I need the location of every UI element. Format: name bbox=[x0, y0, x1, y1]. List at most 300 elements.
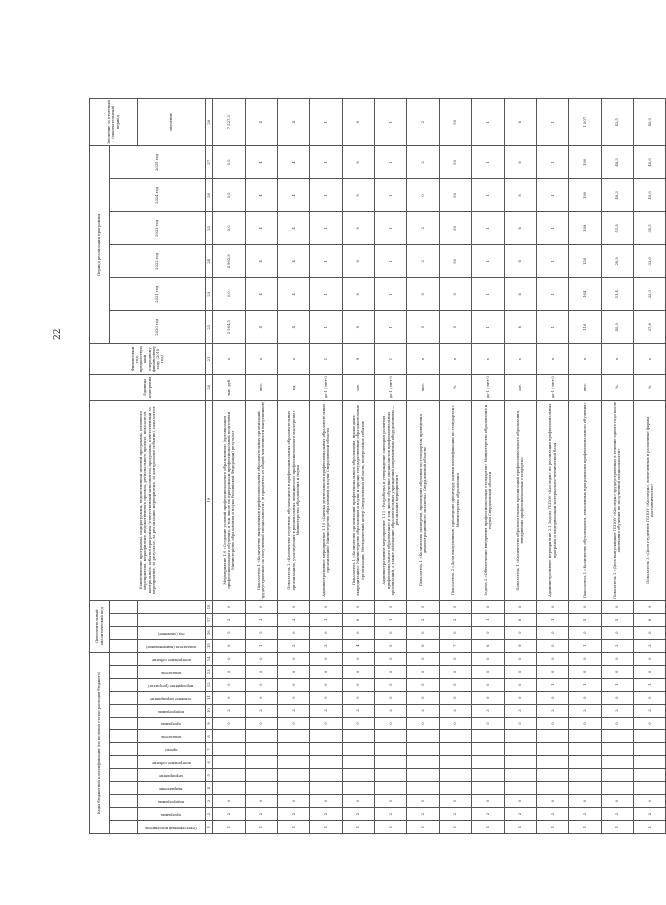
row-year-value: 0 bbox=[407, 278, 439, 311]
code-cell: 2 bbox=[439, 613, 471, 626]
code-vertical-header bbox=[138, 743, 206, 756]
code-vertical-label: подпрограмма bbox=[157, 800, 184, 805]
code-cell: 0 bbox=[277, 626, 309, 639]
code-cell bbox=[536, 782, 568, 795]
code-cell: 8 bbox=[342, 613, 374, 626]
table-row bbox=[504, 99, 536, 834]
row-year-value: 1 bbox=[536, 278, 568, 311]
code-cell: 0 bbox=[310, 600, 342, 613]
row-base-value: х bbox=[504, 344, 536, 375]
code-cell: 3 bbox=[407, 704, 439, 717]
row-final-value: 50 bbox=[439, 99, 471, 146]
row-final-value: 4 bbox=[245, 99, 277, 146]
code-cell: 3 bbox=[277, 613, 309, 626]
code-cell: 0 bbox=[536, 652, 568, 665]
row-base-value: 1 bbox=[375, 344, 407, 375]
code-cell: 0 bbox=[213, 665, 245, 678]
final-value-subheader: значение bbox=[138, 99, 206, 146]
column-number: 16 bbox=[206, 626, 213, 639]
code-cell: 0 bbox=[310, 795, 342, 808]
code-subheader-cell bbox=[110, 600, 138, 613]
code-cell bbox=[472, 743, 504, 756]
column-number: 12 bbox=[206, 678, 213, 691]
code-cell bbox=[536, 756, 568, 769]
column-number: 10 bbox=[206, 704, 213, 717]
code-cell: 0 bbox=[213, 652, 245, 665]
row-year-value: 2 564,5 bbox=[213, 311, 245, 344]
code-cell: 0 bbox=[310, 678, 342, 691]
table-row bbox=[472, 99, 504, 834]
budget-codes-header: Коды бюджетной классификации (по целевой статье расходов бюджета) bbox=[90, 652, 110, 833]
row-year-value: 190 bbox=[569, 179, 601, 212]
code-cell: 0 bbox=[375, 795, 407, 808]
code-vertical-header bbox=[138, 691, 206, 704]
code-cell: 0 bbox=[277, 678, 309, 691]
code-cell: 0 bbox=[601, 626, 633, 639]
code-cell: 1 bbox=[569, 821, 601, 834]
row-name: Показатель 2 «Количество студентов, обучающихся в профессиональных образовательных организациях, участвующих в региональных чемпионатах профессионального мастерства» Министерство образования и науки bbox=[277, 400, 309, 600]
column-number: 8 bbox=[206, 730, 213, 743]
row-name: Показатель 1 «Количество обучающихся, охваченных программами профессионального обучения» bbox=[569, 400, 601, 600]
code-cell: 0 bbox=[439, 691, 471, 704]
column-number: 24 bbox=[206, 245, 213, 278]
row-unit: тыс. руб. bbox=[213, 374, 245, 400]
code-cell: 2 bbox=[601, 639, 633, 652]
code-vertical-label: год (значение) bbox=[157, 631, 185, 636]
code-vertical-header bbox=[138, 600, 206, 613]
row-name: Показатель 1 «Количество выпускников профессиональных образовательных организаций, трудоустроенных по полученной специальности» (в процентах от общей численности выпускников) bbox=[245, 400, 277, 600]
code-cell: 1 bbox=[439, 821, 471, 834]
code-cell: 0 bbox=[342, 665, 374, 678]
code-cell: 2 bbox=[213, 808, 245, 821]
row-unit: чел. bbox=[245, 374, 277, 400]
column-number: 20 bbox=[206, 374, 213, 400]
code-cell: 0 bbox=[634, 717, 666, 730]
code-cell: 2 bbox=[569, 808, 601, 821]
code-cell: 2 bbox=[536, 808, 568, 821]
code-cell: 0 bbox=[375, 665, 407, 678]
code-cell bbox=[310, 730, 342, 743]
code-cell: 0 bbox=[407, 795, 439, 808]
code-cell: 1 bbox=[634, 678, 666, 691]
code-cell: 3 bbox=[245, 613, 277, 626]
row-year-value: 4 bbox=[245, 245, 277, 278]
row-base-value: 1 bbox=[310, 344, 342, 375]
code-cell: 0 bbox=[342, 678, 374, 691]
row-year-value: 1 bbox=[536, 179, 568, 212]
code-vertical-label: программа bbox=[161, 722, 181, 727]
code-vertical-header bbox=[138, 704, 206, 717]
code-cell: 5 bbox=[601, 613, 633, 626]
code-cell: 0 bbox=[569, 795, 601, 808]
code-cell: 1 bbox=[407, 821, 439, 834]
row-year-value: 8 bbox=[504, 146, 536, 179]
code-vertical-label: показатель bbox=[160, 735, 181, 740]
code-cell: 8 bbox=[634, 613, 666, 626]
column-number: 13 bbox=[206, 665, 213, 678]
code-cell: 0 bbox=[277, 600, 309, 613]
code-subheader-cell bbox=[110, 821, 138, 834]
code-cell: 0 bbox=[439, 665, 471, 678]
code-cell: 1 bbox=[245, 639, 277, 652]
row-year-value: 164 bbox=[569, 278, 601, 311]
code-cell: 1 bbox=[472, 613, 504, 626]
code-cell bbox=[569, 769, 601, 782]
code-cell: 2 bbox=[634, 808, 666, 821]
code-cell: 0 bbox=[342, 795, 374, 808]
program-table bbox=[89, 98, 666, 834]
code-cell bbox=[601, 730, 633, 743]
code-cell: 0 bbox=[342, 626, 374, 639]
code-cell bbox=[601, 782, 633, 795]
code-cell: 0 bbox=[536, 665, 568, 678]
code-cell: 0 bbox=[601, 665, 633, 678]
code-cell: 0 bbox=[342, 691, 374, 704]
code-subheader-cell bbox=[110, 678, 138, 691]
row-year-value: 0 bbox=[439, 278, 471, 311]
code-cell bbox=[569, 730, 601, 743]
column-number: 19 bbox=[206, 400, 213, 600]
code-cell: 0 bbox=[310, 691, 342, 704]
row-year-value: 1 bbox=[536, 212, 568, 245]
code-cell: 0 bbox=[310, 717, 342, 730]
code-cell: 0 bbox=[536, 626, 568, 639]
year-header: 2023 год bbox=[110, 212, 206, 245]
code-vertical-label: мероприятие bbox=[158, 774, 183, 779]
column-number: 2 bbox=[206, 808, 213, 821]
row-base-value: х bbox=[601, 344, 633, 375]
row-year-value: 0,0 bbox=[213, 146, 245, 179]
code-cell: 1 bbox=[536, 613, 568, 626]
row-year-value: 50 bbox=[439, 245, 471, 278]
column-number: 14 bbox=[206, 652, 213, 665]
code-cell: 1 bbox=[375, 613, 407, 626]
column-number: 18 bbox=[206, 600, 213, 613]
row-name: Административное мероприятие 1.11 «Разработка и утверждение сценария развития профессионального образования» в том числе обучение специалистов профессиональных организаций, а также оснащение образовательных учреждений современным оборудованием — реализация мероприятия bbox=[375, 400, 407, 600]
row-final-value: 1 bbox=[472, 99, 504, 146]
code-cell bbox=[504, 769, 536, 782]
code-vertical-label: направление bbox=[159, 787, 183, 792]
column-number: 9 bbox=[206, 717, 213, 730]
row-year-value: 1 bbox=[536, 311, 568, 344]
row-year-value: 8 bbox=[342, 212, 374, 245]
table-row bbox=[310, 99, 342, 834]
row-name: Показатель 2 «Доля выпускников, прошедших процедуру оценки квалификации по стандартам» Министерство образования bbox=[439, 400, 471, 600]
code-cell: 1 bbox=[472, 821, 504, 834]
code-subheader-cell bbox=[110, 691, 138, 704]
code-cell: 0 bbox=[504, 665, 536, 678]
code-cell bbox=[472, 782, 504, 795]
code-cell: 0 bbox=[245, 626, 277, 639]
row-year-value: 0 bbox=[407, 311, 439, 344]
row-final-value: 8 bbox=[342, 99, 374, 146]
code-cell: 0 bbox=[213, 717, 245, 730]
code-cell bbox=[342, 782, 374, 795]
code-vertical-header bbox=[138, 769, 206, 782]
code-cell: 0 bbox=[277, 795, 309, 808]
code-subheader-cell bbox=[110, 756, 138, 769]
code-cell bbox=[342, 769, 374, 782]
code-cell: 0 bbox=[277, 691, 309, 704]
row-year-value: 50 bbox=[439, 179, 471, 212]
row-year-value: 1 bbox=[310, 179, 342, 212]
row-year-value: 2 bbox=[407, 146, 439, 179]
code-cell: 2 bbox=[439, 808, 471, 821]
code-vertical-header bbox=[138, 613, 206, 626]
code-subheader-cell bbox=[110, 769, 138, 782]
table-row bbox=[569, 99, 601, 834]
code-cell: 1 bbox=[569, 678, 601, 691]
code-cell bbox=[277, 756, 309, 769]
code-cell: 0 bbox=[504, 691, 536, 704]
code-cell: 1 bbox=[504, 821, 536, 834]
row-year-value: 8 bbox=[342, 245, 374, 278]
code-cell: 0 bbox=[601, 717, 633, 730]
code-cell: 1 bbox=[245, 821, 277, 834]
code-cell: 1 bbox=[569, 639, 601, 652]
code-cell bbox=[213, 782, 245, 795]
row-year-value: 4 bbox=[245, 278, 277, 311]
code-cell: 2 bbox=[601, 808, 633, 821]
code-vertical-header bbox=[138, 808, 206, 821]
row-year-value: 1 bbox=[375, 146, 407, 179]
code-cell: 0 bbox=[601, 600, 633, 613]
plan-period-header: Период реализации программы bbox=[90, 146, 110, 344]
code-cell: 1 bbox=[310, 613, 342, 626]
code-cell: 4 bbox=[342, 639, 374, 652]
code-cell: 0 bbox=[569, 691, 601, 704]
code-cell bbox=[472, 769, 504, 782]
code-cell: 3 bbox=[536, 704, 568, 717]
code-cell bbox=[310, 756, 342, 769]
code-cell bbox=[536, 730, 568, 743]
code-cell bbox=[634, 782, 666, 795]
row-year-value: 1 bbox=[375, 278, 407, 311]
row-year-value: 8 bbox=[504, 278, 536, 311]
row-year-value: 0,0 bbox=[213, 179, 245, 212]
code-cell bbox=[634, 730, 666, 743]
row-unit: шт. bbox=[504, 374, 536, 400]
row-name: Показатель 2 «Доля выпускников ГБПОУ «Колледж» трудоустроенных в течение одного года после окончания обучения по полученной специальности» bbox=[601, 400, 633, 600]
row-unit: чел. bbox=[569, 374, 601, 400]
code-cell: 0 bbox=[504, 795, 536, 808]
row-name: Показатель 1 «Количество образовательных организаций профессионального образования, внедривших профессиональные стандарты» bbox=[504, 400, 536, 600]
code-cell: 1 bbox=[375, 821, 407, 834]
code-cell bbox=[245, 730, 277, 743]
code-cell bbox=[472, 730, 504, 743]
row-year-value: 8 bbox=[342, 278, 374, 311]
code-cell bbox=[310, 743, 342, 756]
column-number: 28 bbox=[206, 99, 213, 146]
code-cell bbox=[504, 782, 536, 795]
code-vertical-label: проект bbox=[164, 748, 178, 753]
rotated-table-wrapper bbox=[89, 98, 654, 834]
code-cell bbox=[407, 730, 439, 743]
code-cell bbox=[245, 743, 277, 756]
code-cell: 0 bbox=[504, 678, 536, 691]
row-year-value: 40,0 bbox=[601, 311, 633, 344]
table-row bbox=[601, 99, 633, 834]
code-cell: 0 bbox=[245, 600, 277, 613]
row-year-value: 33,0 bbox=[634, 278, 666, 311]
row-unit: да-1 / нет-0 bbox=[375, 374, 407, 400]
column-number: 23 bbox=[206, 278, 213, 311]
code-vertical-header bbox=[138, 821, 206, 834]
code-cell bbox=[375, 730, 407, 743]
final-value-header: Значение за отчетный (окончательный) период bbox=[90, 99, 138, 146]
code-cell: 0 bbox=[504, 600, 536, 613]
code-cell: 9 bbox=[504, 639, 536, 652]
table-row bbox=[536, 99, 568, 834]
row-year-value: 51,4 bbox=[601, 278, 633, 311]
code-cell: 0 bbox=[536, 639, 568, 652]
code-vertical-label: программа bbox=[161, 813, 181, 818]
row-year-value: 1 bbox=[375, 212, 407, 245]
code-subheader-cell bbox=[110, 730, 138, 743]
row-year-value: 8 bbox=[504, 212, 536, 245]
code-cell: 0 bbox=[536, 691, 568, 704]
column-number: 17 bbox=[206, 613, 213, 626]
row-year-value: 1 bbox=[472, 146, 504, 179]
code-cell: 1 bbox=[601, 821, 633, 834]
code-cell bbox=[439, 782, 471, 795]
code-cell bbox=[213, 730, 245, 743]
code-cell: 0 bbox=[472, 678, 504, 691]
code-cell: 3 bbox=[310, 639, 342, 652]
code-cell: 2 bbox=[472, 808, 504, 821]
code-cell bbox=[213, 743, 245, 756]
code-subheader-cell bbox=[110, 782, 138, 795]
code-vertical-header bbox=[138, 782, 206, 795]
row-final-value: 43,5 bbox=[601, 99, 633, 146]
row-year-value: 1 bbox=[472, 179, 504, 212]
row-base-value: х bbox=[407, 344, 439, 375]
row-year-value: 51,8 bbox=[601, 212, 633, 245]
row-base-value: х bbox=[277, 344, 309, 375]
code-cell: 0 bbox=[472, 691, 504, 704]
column-number: 1 bbox=[206, 821, 213, 834]
code-vertical-header bbox=[138, 626, 206, 639]
row-year-value: 28,9 bbox=[601, 245, 633, 278]
code-cell bbox=[342, 756, 374, 769]
row-name: Показатель 1 «Количество экспертов, прошедших обучение по стандартам проведения демонстрационного экзамена» Свердловской области bbox=[407, 400, 439, 600]
code-cell: 0 bbox=[245, 717, 277, 730]
row-year-value: 1 bbox=[310, 245, 342, 278]
code-cell bbox=[310, 769, 342, 782]
row-year-value: 40,6 bbox=[634, 179, 666, 212]
row-year-value: 4 bbox=[277, 179, 309, 212]
year-header: 2022 год bbox=[110, 245, 206, 278]
code-cell: 3 bbox=[277, 704, 309, 717]
code-cell: 1 bbox=[277, 821, 309, 834]
code-cell: 0 bbox=[472, 600, 504, 613]
code-subheader-cell bbox=[110, 652, 138, 665]
table-row bbox=[277, 99, 309, 834]
row-unit: % bbox=[439, 374, 471, 400]
code-cell: 3 bbox=[342, 704, 374, 717]
code-subheader-cell bbox=[110, 795, 138, 808]
code-cell bbox=[310, 782, 342, 795]
code-cell: 0 bbox=[601, 652, 633, 665]
code-cell: 1 bbox=[536, 821, 568, 834]
code-cell: 6 bbox=[407, 639, 439, 652]
code-cell: 0 bbox=[569, 626, 601, 639]
code-cell: 0 bbox=[569, 665, 601, 678]
row-year-value: 8 bbox=[342, 179, 374, 212]
code-cell: 3 bbox=[504, 704, 536, 717]
column-number: 21 bbox=[206, 344, 213, 375]
code-cell: 3 bbox=[310, 704, 342, 717]
year-header: 2024 год bbox=[110, 179, 206, 212]
name-column-header: Наименование программы, подпрограммы, ведомственной целевой программы, основного мероприятия, мероприятия, ведомственного проекта, регионального проекта, показателя, контрольного события программы (ответственный исполнитель программы, ответственный за мероприятие, за результат, за реализацию мероприятия, за контрольное событие), показателя bbox=[90, 400, 206, 600]
code-cell: 0 bbox=[439, 717, 471, 730]
code-cell: 1 bbox=[634, 821, 666, 834]
code-cell: 1 bbox=[310, 821, 342, 834]
code-subheader-cell bbox=[110, 808, 138, 821]
code-cell: 0 bbox=[310, 652, 342, 665]
table-row bbox=[634, 99, 666, 834]
code-vertical-label: показатель bbox=[160, 670, 181, 675]
code-cell bbox=[439, 769, 471, 782]
code-cell: 0 bbox=[439, 626, 471, 639]
row-year-value: 1 bbox=[472, 212, 504, 245]
code-cell: 0 bbox=[472, 626, 504, 639]
code-subheader-cell bbox=[110, 639, 138, 652]
code-cell: 0 bbox=[634, 626, 666, 639]
row-final-value: 1 bbox=[310, 99, 342, 146]
code-cell: 7 bbox=[439, 639, 471, 652]
code-vertical-label: контрольное событие bbox=[151, 761, 191, 766]
row-year-value: 1 bbox=[375, 311, 407, 344]
code-cell bbox=[569, 756, 601, 769]
year-header: 2025 год bbox=[110, 146, 206, 179]
code-cell: 5 bbox=[569, 613, 601, 626]
row-year-value: 4 bbox=[245, 179, 277, 212]
code-cell: 0 bbox=[536, 795, 568, 808]
code-cell bbox=[245, 769, 277, 782]
row-year-value: 158 bbox=[569, 245, 601, 278]
code-cell bbox=[277, 782, 309, 795]
row-base-value: х bbox=[213, 344, 245, 375]
code-cell: 3 bbox=[634, 704, 666, 717]
row-year-value: 189 bbox=[569, 212, 601, 245]
code-cell: 2 bbox=[375, 808, 407, 821]
code-cell: 0 bbox=[407, 678, 439, 691]
code-cell bbox=[439, 756, 471, 769]
row-year-value: 1 bbox=[310, 311, 342, 344]
column-number: 15 bbox=[206, 639, 213, 652]
code-cell bbox=[245, 756, 277, 769]
code-cell: 3 bbox=[375, 704, 407, 717]
column-number: 4 bbox=[206, 782, 213, 795]
code-cell: 0 bbox=[375, 652, 407, 665]
row-unit: да-1 / нет-0 bbox=[310, 374, 342, 400]
row-final-value: 2 bbox=[407, 99, 439, 146]
code-cell bbox=[342, 743, 374, 756]
code-vertical-label: подпрограмма bbox=[157, 709, 184, 714]
row-year-value: 1 bbox=[472, 278, 504, 311]
code-cell: 0 bbox=[504, 717, 536, 730]
unit-column-header: Единица измерения bbox=[90, 374, 206, 400]
table-row bbox=[213, 99, 245, 834]
code-cell: 0 bbox=[213, 639, 245, 652]
code-cell bbox=[245, 782, 277, 795]
code-cell: 0 bbox=[245, 795, 277, 808]
code-cell: 0 bbox=[277, 665, 309, 678]
code-cell: 2 bbox=[342, 808, 374, 821]
code-cell: 0 bbox=[634, 795, 666, 808]
code-cell: 0 bbox=[569, 717, 601, 730]
